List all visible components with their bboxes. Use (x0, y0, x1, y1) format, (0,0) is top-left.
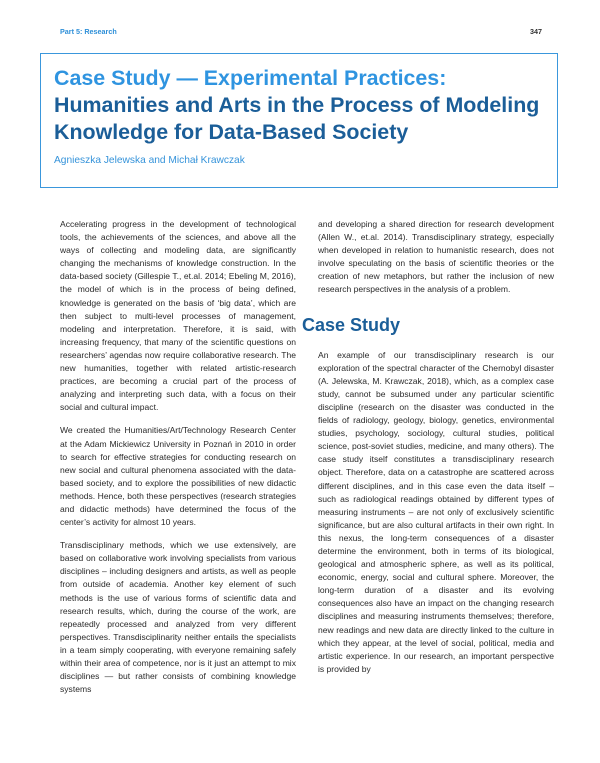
article-title-lead: Case Study — Experimental Practices: (54, 66, 447, 90)
running-head-section: Part 5: Research (60, 27, 117, 36)
body-paragraph: and developing a shared direction for research development (Allen W., et.al. 2014). Transdisciplinary strategy, especially when developed in relation to humanistic research, does not involve speculating on the basis of scientific theories or the creation of new metaphors, but rather the inclusion of new research perspectives in the analysis of a problem. (318, 219, 554, 295)
body-paragraph: Accelerating progress in the development of technological tools, the achievements of the sciences, and above all the ways of collecting and modeling data, are significantly changing the mechanisms of knowledge construction. In the data-based society (Gillespie T., et.al. 2014; Ebeling M, 2016), the model of which is in the process of being defined, knowledge is generated on the basis of ‘big data’, which are then subject to multi-level processes of management, modeling and interpretation. Therefore, it is said, with increasing frequency, that many of the scientific questions on researchers’ agendas now require collaborative research. The new humanities, together with related artistic-research practices, are becoming a crucial part of the process of analyzing and interpreting such data, with a focus on their social and cultural impact. (60, 219, 296, 413)
body-paragraph: Transdisciplinary methods, which we use extensively, are based on collaborative work involving specialists from various disciplines – including designers and artists, as well as people from outside of academia. Another key element of such methods is the use of various forms of scientific data and research results, which, during the course of the work, are repeatedly processed and analyzed from very different perspectives. Transdisciplinarity neither entails the specialists in a team simply cooperating, with everyone remaining safely within their area of competence, nor is it just an attempt to mix disciplines — but rather consists of combining knowledge systems (60, 540, 296, 695)
article-title-rest: Humanities and Arts in the Process of Modeling Knowledge for Data-Based Society (54, 93, 540, 144)
body-paragraph: An example of our transdisciplinary research is our exploration of the spectral character of the Chernobyl disaster (A. Jelewska, M. Krawczak, 2018), which, as a complex case study, cannot be subsumed under any particular scientific discipline (research on the disaster was conducted in the fields of radiology, geology, biology, genetics, environmental studies, psychology, sociology, cultural studies, political science, post-soviet studies, medicine, and many others). The case study itself constitutes a transdisciplinary research object. Therefore, data on a catastrophe are scattered across different disciplines, and in this case even the data itself – such as radiological readings obtained by different types of measuring instruments – are not only of exclusively scientific significance, but are also cultural artifacts in their own right. In this nexus, the long-term consequences of a disaster determine the environment, both in terms of its biological, geological and atmospheric sphere, as well as its political, economic, energy, social and cultural sphere. Moreover, the long-term duration of a disaster and its evolving consequences also have an impact on the changing research disciplines and measuring instruments themselves; therefore, new readings and new data are directly linked to the culture in which they appear, at the level of social, political, media and artistic experience. In our research, an important perspective is provided by (318, 349, 554, 674)
running-head (60, 27, 542, 36)
article-title (54, 65, 554, 146)
right-column (302, 218, 554, 676)
article-authors: Agnieszka Jelewska and Michał Krawczak (54, 155, 245, 166)
section-heading: Case Study (302, 314, 401, 335)
body-paragraph: We created the Humanities/Art/Technology Research Center at the Adam Mickiewicz University in Poznań in 2010 in order to search for effective strategies for conducting research on new social and cultural phenomena associated with the data-based society, and to explore the possibilities of new didactic methods. Hence, both these perspectives (research strategies and didactic methods) have determined the focus of the center’s activity for almost 10 years. (60, 425, 296, 528)
left-column (60, 218, 296, 696)
page-number: 347 (530, 27, 542, 36)
